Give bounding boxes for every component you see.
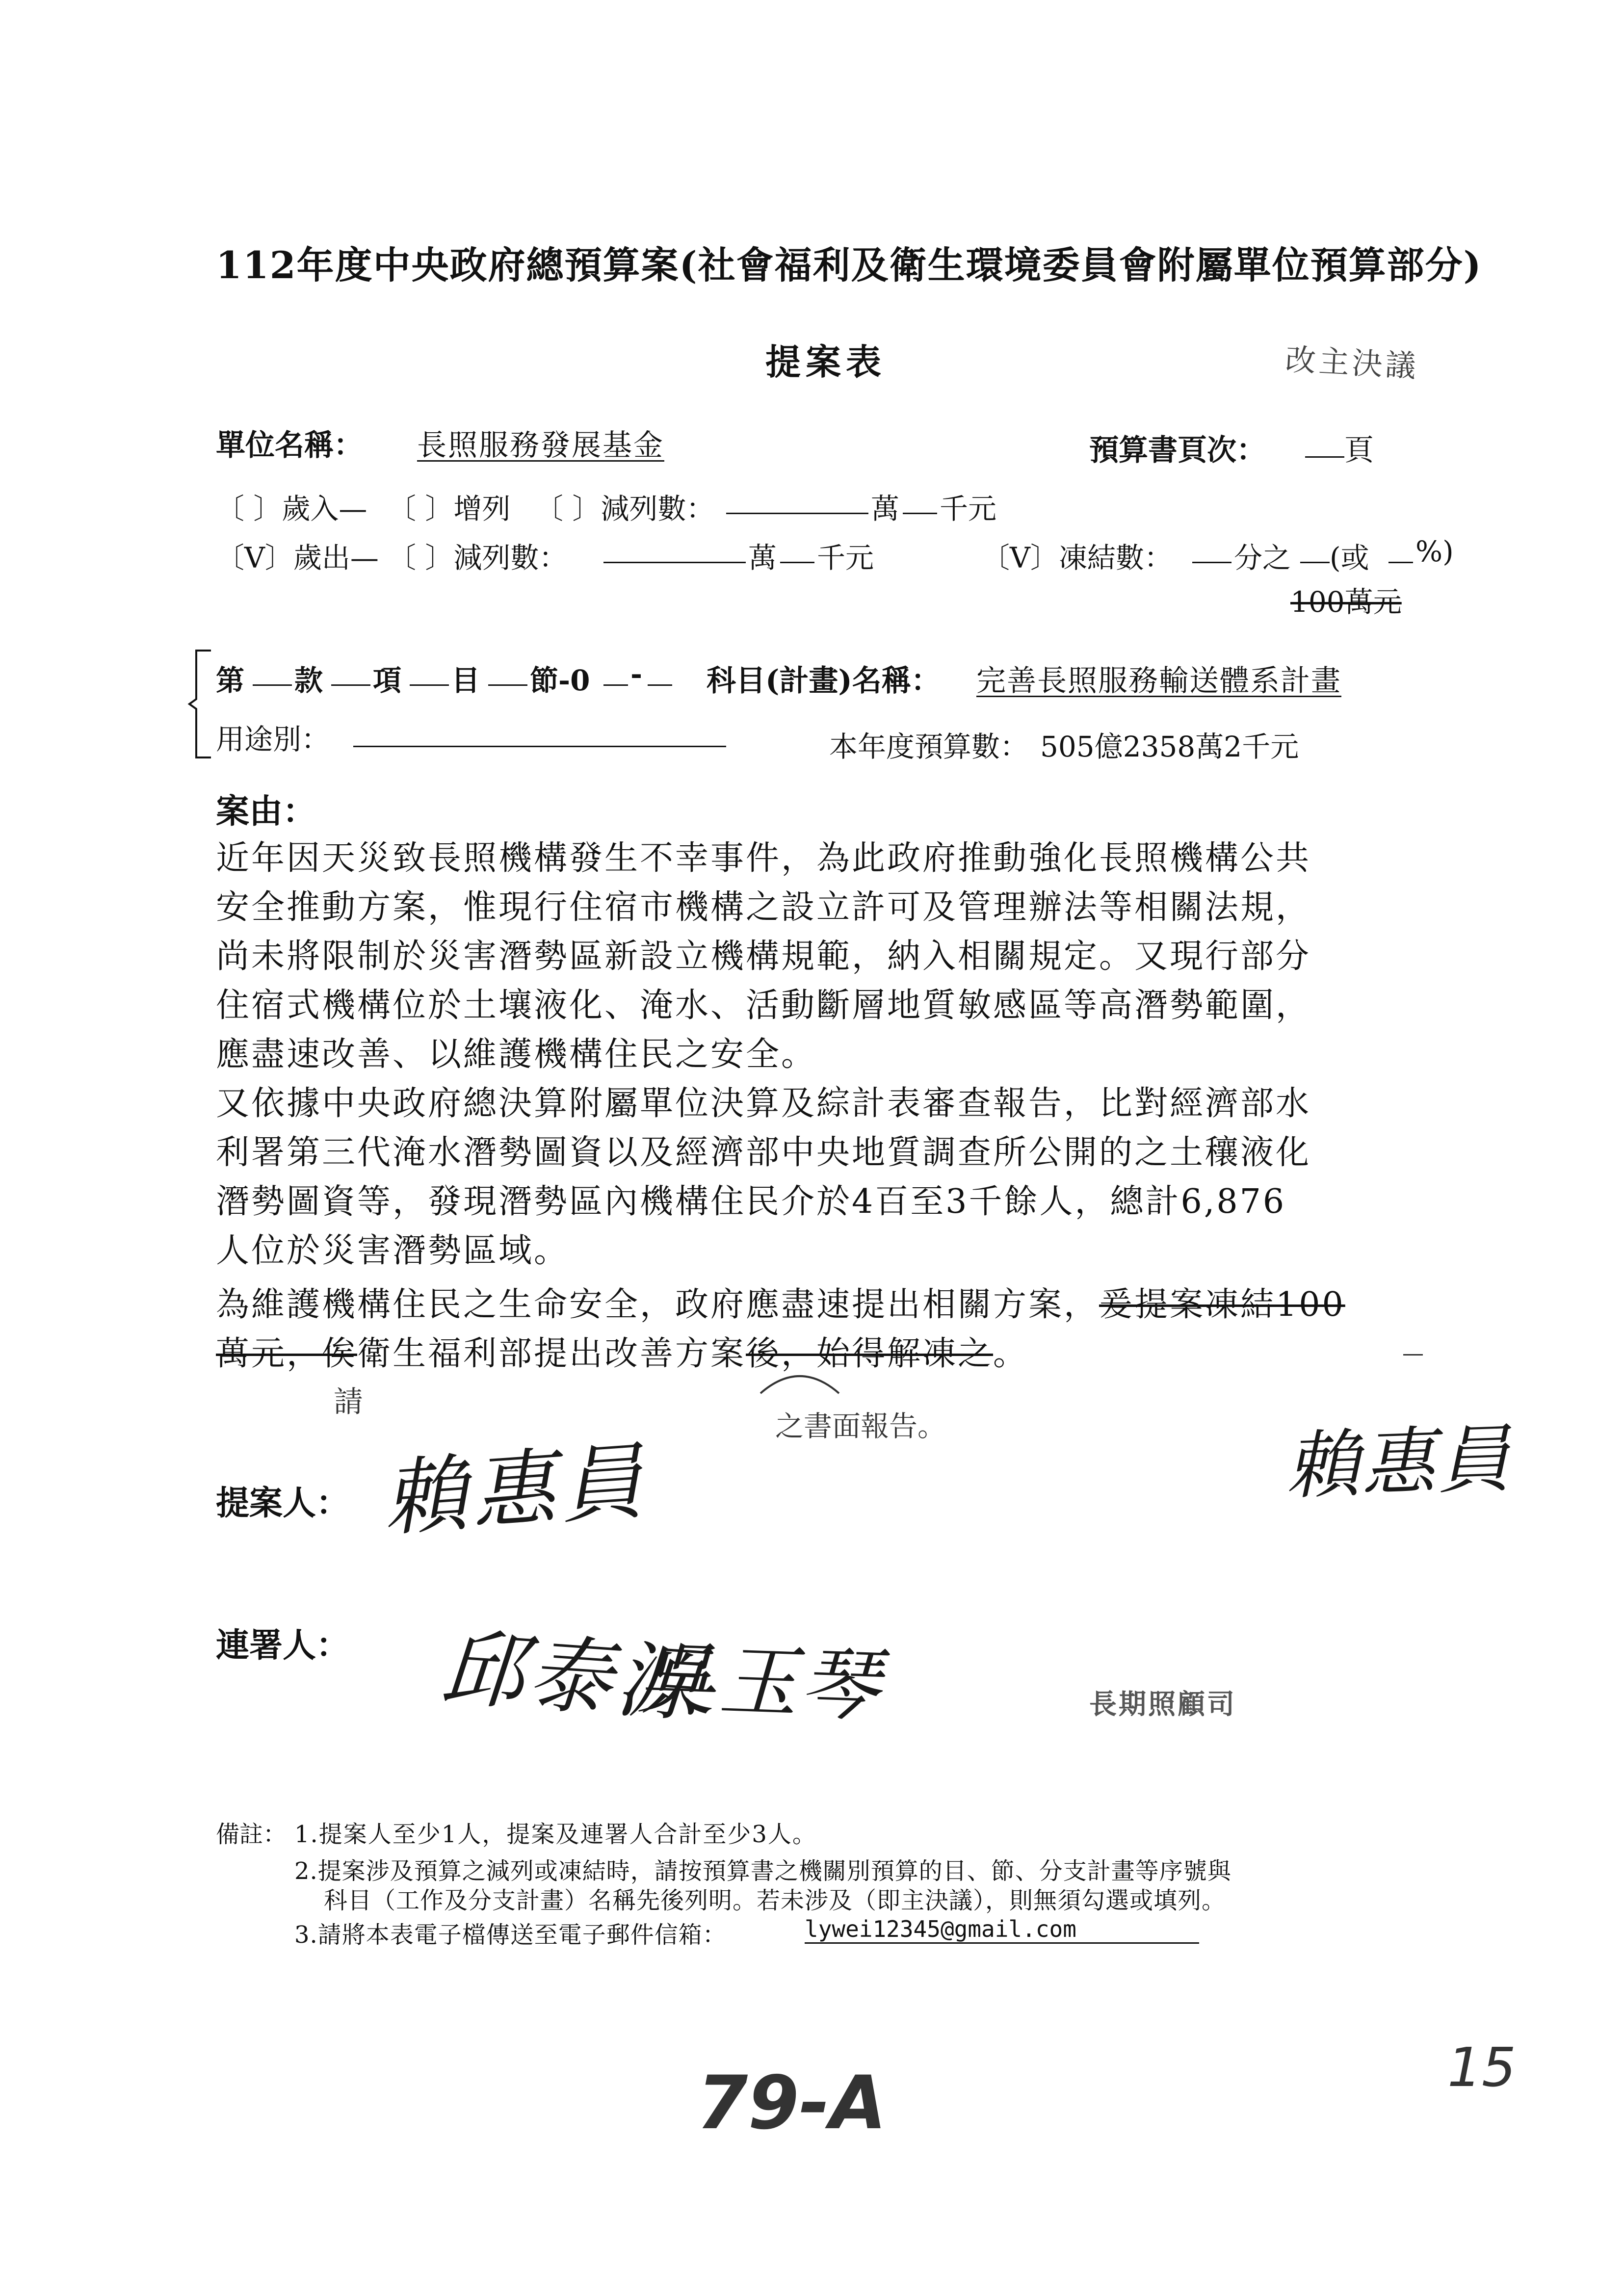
item-k3: 目: [451, 664, 480, 697]
usage-blank: [353, 721, 726, 747]
reason-line: 尚未將限制於災害潛勢區新設立機構規範，納入相關規定。又現行部分: [216, 937, 1311, 976]
income-thousand: 千元: [940, 492, 997, 525]
expense-decrease: 〔 〕減列數：: [388, 541, 568, 574]
reason-line: 人位於災害潛勢區域。: [216, 1231, 570, 1270]
item-blank-5: [603, 660, 628, 686]
handwritten-note: 改主決議: [1284, 341, 1420, 385]
budget-page-label: 預算書頁次：: [1089, 433, 1266, 468]
note-item: 2.提案涉及預算之減列或凍結時，請按預算書之機關別預算的目、節、分支計畫等序號與: [294, 1857, 1231, 1885]
freeze-fraction: 分之: [1234, 541, 1291, 574]
budget-value: 505億2358萬2千元: [1040, 730, 1299, 763]
item-kuan: 第: [216, 664, 245, 697]
reason-closing-line-2: [216, 1330, 1028, 1379]
usage-label: 用途別：: [216, 723, 330, 756]
unit-value: 長照服務發展基金: [417, 428, 664, 463]
expense-thousand-blank: [780, 537, 814, 563]
item-k5: -: [630, 657, 643, 691]
proposer-signature-right: 賴惠員: [1284, 1416, 1514, 1510]
subject-label: 科目(計畫)名稱：: [707, 664, 941, 698]
handwritten-insert-right: 之書面報告。: [775, 1409, 946, 1443]
insert-caret: [756, 1364, 844, 1398]
reason-closing-1b-struck: 爰提案凍結100: [1099, 1285, 1345, 1324]
reason-line: 應盡速改善、以維護機構住民之安全。: [216, 1035, 817, 1074]
income-decrease: 〔 〕減列數：: [535, 492, 715, 525]
cosigner-label: 連署人：: [216, 1626, 350, 1665]
cosigner-signature-1: 邱泰源: [438, 1619, 707, 1735]
freeze-open-paren: (或: [1330, 541, 1369, 574]
proposer-signature: 賴惠員: [380, 1433, 652, 1548]
item-blank-6: [648, 660, 672, 686]
income-wan: 萬: [871, 492, 900, 525]
item-blank-4: [488, 660, 527, 686]
item-blank-3: [410, 660, 449, 686]
note-email[interactable]: lywei12345@gmail.com: [805, 1916, 1199, 1944]
reason-label: 案由：: [216, 792, 316, 831]
item-k1: 款: [294, 664, 323, 697]
expense-amount-blank: [603, 537, 746, 563]
item-bracket: [186, 648, 216, 760]
note-item: 1.提案人至少1人，提案及連署人合計至少3人。: [294, 1821, 817, 1848]
item-k4: 節-0: [530, 664, 590, 697]
cosigner-signature-2: 吳玉琴: [636, 1632, 884, 1732]
reason-line: 利署第三代淹水潛勢圖資以及經濟部中央地質調查所公開的之土穰液化: [216, 1133, 1311, 1172]
freeze-percent-blank: [1388, 537, 1413, 563]
reason-line: 安全推動方案，惟現行住宿市機構之設立許可及管理辦法等相關法規，: [216, 888, 1311, 927]
freeze-percent: %): [1415, 535, 1454, 568]
form-name: 提案表: [765, 341, 887, 383]
income-thousand-blank: [903, 488, 937, 514]
item-k2: 項: [373, 664, 402, 697]
note-item: 科目（工作及分支計畫）名稱先後列明。若未涉及（即主決議），則無須勾選或填列。: [324, 1887, 1226, 1914]
page-number: 15: [1447, 2036, 1516, 2099]
reason-line: 又依據中央政府總決算附屬單位決算及綜計表審查報告，比對經濟部水: [216, 1084, 1311, 1123]
freeze-struck-amount: 100萬元: [1290, 585, 1402, 619]
reason-closing-line-1: [216, 1280, 1345, 1330]
handwritten-insert-left: 請: [334, 1385, 363, 1419]
reason-line: 潛勢圖資等，發現潛勢區內機構住民介於4百至3千餘人，總計6,876: [216, 1182, 1286, 1221]
income-checkbox: 〔 〕歲入—: [216, 492, 367, 525]
income-amount-blank: [726, 488, 868, 514]
item-blank-1: [253, 660, 292, 686]
notes-label: 備註：: [216, 1821, 287, 1848]
reason-closing-1a: 為維護機構住民之生命安全，政府應盡速提出相關方案，: [216, 1285, 1100, 1324]
reason-line: 近年因天災致長照機構發生不幸事件，為此政府推動強化長照機構公共: [216, 839, 1311, 878]
document-title: 112年度中央政府總預算案(社會福利及衛生環境委員會附屬單位預算部分): [216, 243, 1482, 287]
reason-closing-2c-struck: 後，始得解凍之: [746, 1334, 994, 1373]
freeze-denominator-blank: [1300, 537, 1330, 563]
page-code: 79-A: [697, 2061, 887, 2146]
proposer-label: 提案人：: [216, 1484, 350, 1523]
freeze-numerator-blank: [1192, 537, 1231, 563]
budget-page-suffix: 頁: [1344, 433, 1374, 468]
reason-line: 住宿式機構位於土壤液化、淹水、活動斷層地質敏感區等高潛勢範圍，: [216, 986, 1311, 1025]
budget-page-blank: [1305, 432, 1344, 458]
edit-dash: [1403, 1354, 1423, 1356]
unit-label: 單位名稱：: [216, 428, 363, 463]
item-blank-2: [331, 660, 370, 686]
note-item: 3.請將本表電子檔傳送至電子郵件信箱：: [294, 1921, 727, 1949]
subject-value: 完善長照服務輸送體系計畫: [976, 664, 1341, 698]
expense-wan: 萬: [748, 541, 777, 574]
income-increase: 〔 〕增列: [388, 492, 511, 525]
expense-thousand: 千元: [817, 541, 874, 574]
freeze-checkbox: 〔V〕凍結數：: [981, 541, 1173, 574]
budget-label: 本年度預算數：: [829, 730, 1029, 763]
reason-closing-2b: 衛生福利部提出改善方案: [357, 1334, 746, 1373]
reason-closing-2d: 。: [993, 1334, 1029, 1373]
reason-closing-2a-struck: 萬元，俟: [216, 1334, 358, 1373]
department-stamp: 長期照顧司: [1089, 1688, 1236, 1721]
expense-checkbox: 〔V〕歲出—: [216, 541, 379, 574]
